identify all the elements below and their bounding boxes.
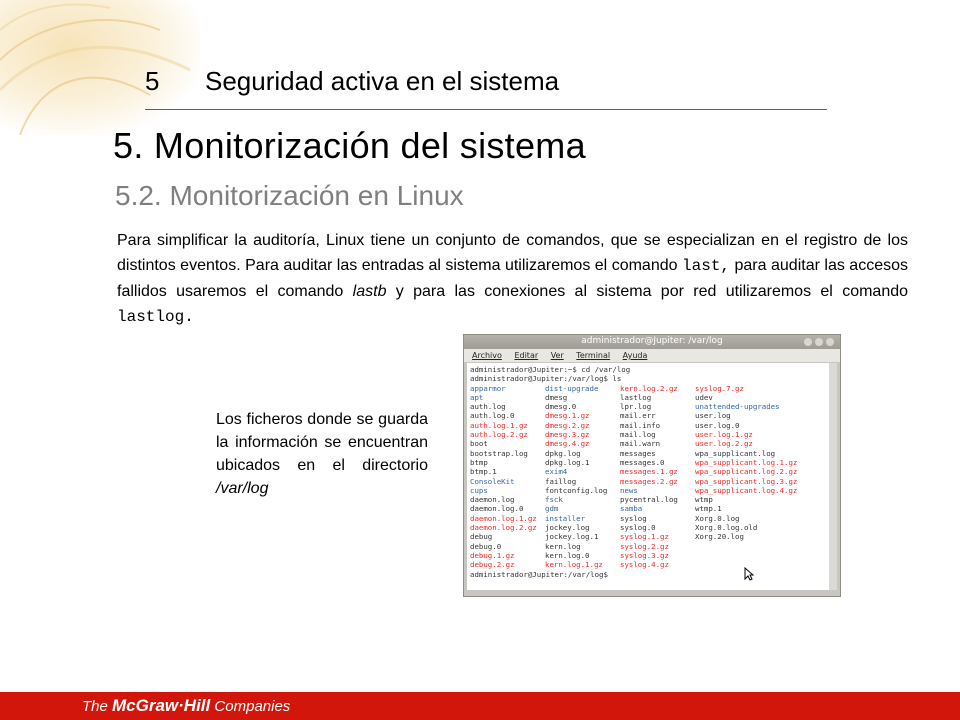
intro-end-period: .: [184, 308, 194, 326]
ls-entry: boot: [470, 439, 488, 449]
logo-brand: McGraw·Hill: [112, 696, 211, 715]
terminal-line: administrador@Jupiter:/var/log$ ls: [470, 374, 622, 384]
mouse-pointer-icon: [744, 567, 754, 581]
ls-entry: Xorg.20.log: [695, 532, 744, 542]
ls-row: [470, 514, 829, 523]
ls-entry: btmp: [470, 457, 488, 467]
ls-row: [470, 402, 829, 411]
terminal-line: administrador@Jupiter:~$ cd /var/log: [470, 365, 631, 374]
ls-entry: cups: [470, 485, 488, 495]
screenshot-caption: [216, 408, 428, 500]
ls-row: [470, 551, 829, 560]
terminal-titlebar: [464, 335, 840, 349]
ls-entry: dmesg.4.gz: [545, 439, 590, 449]
ls-entry: daemon.log: [470, 495, 515, 505]
ls-row: [470, 532, 829, 541]
command-lastb: lastb: [352, 283, 387, 300]
ls-entry: mail.log: [620, 430, 656, 440]
ls-entry: wpa_supplicant.log.1.gz: [695, 457, 798, 467]
decorative-swirl-image: [0, 0, 200, 135]
ls-entry: auth.log.0: [470, 411, 515, 421]
terminal-menubar: [464, 349, 840, 362]
ls-entry: debug.1.gz: [470, 550, 515, 560]
ls-entry: mail.warn: [620, 439, 661, 449]
ls-entry: apparmor: [470, 383, 506, 393]
minimize-icon: [804, 338, 812, 346]
ls-entry: mail.err: [620, 411, 656, 421]
ls-row: [470, 504, 829, 513]
ls-row: [470, 458, 829, 467]
ls-entry: installer: [545, 513, 586, 523]
ls-entry: fontconfig.log: [545, 485, 608, 495]
ls-entry: kern.log.2.gz: [620, 383, 678, 393]
ls-entry: news: [620, 485, 638, 495]
ls-entry: mail.info: [620, 420, 661, 430]
ls-row: [470, 495, 829, 504]
intro-text-1: Para simplificar la auditoría, Linux tiene un conjunto de comandos, que se especializan en el registro de los distintos eventos. Para auditar las entradas al sistema utilizaremos el comando: [117, 232, 908, 274]
ls-entry: lpr.log: [620, 402, 652, 412]
ls-entry: debug.0: [470, 541, 502, 551]
ls-entry: faillog: [545, 476, 577, 486]
logo-prefix: The: [82, 698, 113, 715]
ls-entry: daemon.log.1.gz: [470, 513, 537, 523]
ls-entry: syslog: [620, 513, 647, 523]
ls-entry: debug: [470, 532, 493, 542]
header-divider: [145, 109, 827, 110]
ls-entry: Xorg.0.log.old: [695, 523, 758, 533]
ls-entry: dmesg.0: [545, 402, 577, 412]
ls-row: [470, 467, 829, 476]
ls-entry: messages.2.gz: [620, 476, 678, 486]
ls-row: [470, 439, 829, 448]
ls-entry: syslog.7.gz: [695, 383, 744, 393]
ls-entry: samba: [620, 504, 643, 514]
menu-ayuda: Ayuda: [622, 351, 648, 360]
ls-entry: gdm: [545, 504, 559, 514]
ls-entry: wpa_supplicant.log.2.gz: [695, 467, 798, 477]
ls-entry: dmesg: [545, 392, 568, 402]
command-last: last,: [682, 257, 731, 275]
maximize-icon: [815, 338, 823, 346]
ls-entry: fsck: [545, 495, 563, 505]
ls-row: [470, 421, 829, 430]
ls-entry: user.log: [695, 411, 731, 421]
ls-entry: daemon.log.2.gz: [470, 523, 537, 533]
ls-entry: pycentral.log: [620, 495, 678, 505]
ls-entry: kern.log.0: [545, 550, 590, 560]
ls-entry: kern.log: [545, 541, 581, 551]
chapter-title: Seguridad activa en el sistema: [205, 66, 560, 96]
command-lastlog: lastlog: [117, 308, 185, 326]
terminal-title: administrador@Jupiter: /var/log: [581, 336, 723, 346]
ls-entry: auth.log.2.gz: [470, 430, 528, 440]
ls-entry: wtmp.1: [695, 504, 722, 514]
ls-entry: dmesg.1.gz: [545, 411, 590, 421]
ls-entry: unattended-upgrades: [695, 402, 780, 412]
ls-entry: auth.log: [470, 402, 506, 412]
publisher-logo: [82, 696, 290, 716]
ls-entry: wpa_supplicant.log: [695, 448, 776, 458]
ls-entry: dpkg.log: [545, 448, 581, 458]
ls-row: [470, 486, 829, 495]
ls-entry: messages.1.gz: [620, 467, 678, 477]
ls-entry: exim4: [545, 467, 568, 477]
ls-entry: user.log.1.gz: [695, 430, 753, 440]
ls-entry: dmesg.3.gz: [545, 430, 590, 440]
ls-entry: user.log.0: [695, 420, 740, 430]
ls-entry: syslog.3.gz: [620, 550, 669, 560]
ls-entry: kern.log.1.gz: [545, 560, 603, 570]
ls-entry: daemon.log.0: [470, 504, 524, 514]
section-title: 5. Monitorización del sistema: [113, 125, 586, 166]
ls-entry: lastlog: [620, 392, 652, 402]
subsection-title: 5.2. Monitorización en Linux: [115, 180, 464, 211]
terminal-scrollbar: [829, 363, 837, 590]
close-icon: [826, 338, 834, 346]
ls-entry: dpkg.log.1: [545, 457, 590, 467]
caption-text: Los ficheros donde se guarda la información se encuentran ubicados en el directorio: [216, 411, 428, 474]
ls-entry: btmp.1: [470, 467, 497, 477]
ls-entry: udev: [695, 392, 713, 402]
ls-row: [470, 430, 829, 439]
ls-row: [470, 393, 829, 402]
ls-entry: wpa_supplicant.log.4.gz: [695, 485, 798, 495]
menu-archivo: Archivo: [472, 351, 502, 360]
caption-path: /var/log: [216, 480, 269, 497]
terminal-screenshot: [463, 334, 841, 597]
menu-ver: Ver: [550, 351, 564, 360]
ls-entry: messages.0: [620, 457, 665, 467]
ls-entry: syslog.2.gz: [620, 541, 669, 551]
ls-row: [470, 560, 829, 569]
ls-entry: [695, 542, 792, 551]
ls-entry: user.log.2.gz: [695, 439, 753, 449]
ls-entry: syslog.4.gz: [620, 560, 669, 570]
ls-row: [470, 523, 829, 532]
ls-entry: messages: [620, 448, 656, 458]
ls-row: [470, 449, 829, 458]
ls-row: [470, 477, 829, 486]
ls-entry: wpa_supplicant.log.3.gz: [695, 476, 798, 486]
ls-entry: [695, 551, 792, 560]
intro-text-3: y para las conexiones al sistema por red utilizaremos el comando: [386, 283, 909, 300]
ls-entry: jockey.log: [545, 523, 590, 533]
ls-row: [470, 384, 829, 393]
menu-terminal: Terminal: [576, 351, 611, 360]
ls-entry: ConsoleKit: [470, 476, 515, 486]
ls-entry: jockey.log.1: [545, 532, 599, 542]
intro-text-2: para auditar las accesos fallidos usaremos el comando: [117, 257, 909, 300]
ls-listing: [470, 384, 829, 570]
terminal-output: [467, 363, 829, 590]
ls-row: [470, 542, 829, 551]
ls-row: [470, 411, 829, 420]
ls-entry: syslog.1.gz: [620, 532, 669, 542]
terminal-prompt: administrador@Jupiter:/var/log$: [470, 569, 608, 579]
intro-paragraph: [117, 228, 908, 330]
ls-entry: wtmp: [695, 495, 713, 505]
ls-entry: bootstrap.log: [470, 448, 528, 458]
logo-suffix: Companies: [210, 698, 291, 715]
chapter-number: 5: [145, 66, 160, 96]
ls-entry: dist-upgrade: [545, 383, 599, 393]
ls-entry: auth.log.1.gz: [470, 420, 528, 430]
ls-entry: Xorg.0.log: [695, 513, 740, 523]
ls-entry: apt: [470, 392, 484, 402]
ls-entry: syslog.0: [620, 523, 656, 533]
footer-bar: [0, 692, 960, 720]
ls-entry: dmesg.2.gz: [545, 420, 590, 430]
ls-entry: debug.2.gz: [470, 560, 515, 570]
menu-editar: Editar: [514, 351, 539, 360]
